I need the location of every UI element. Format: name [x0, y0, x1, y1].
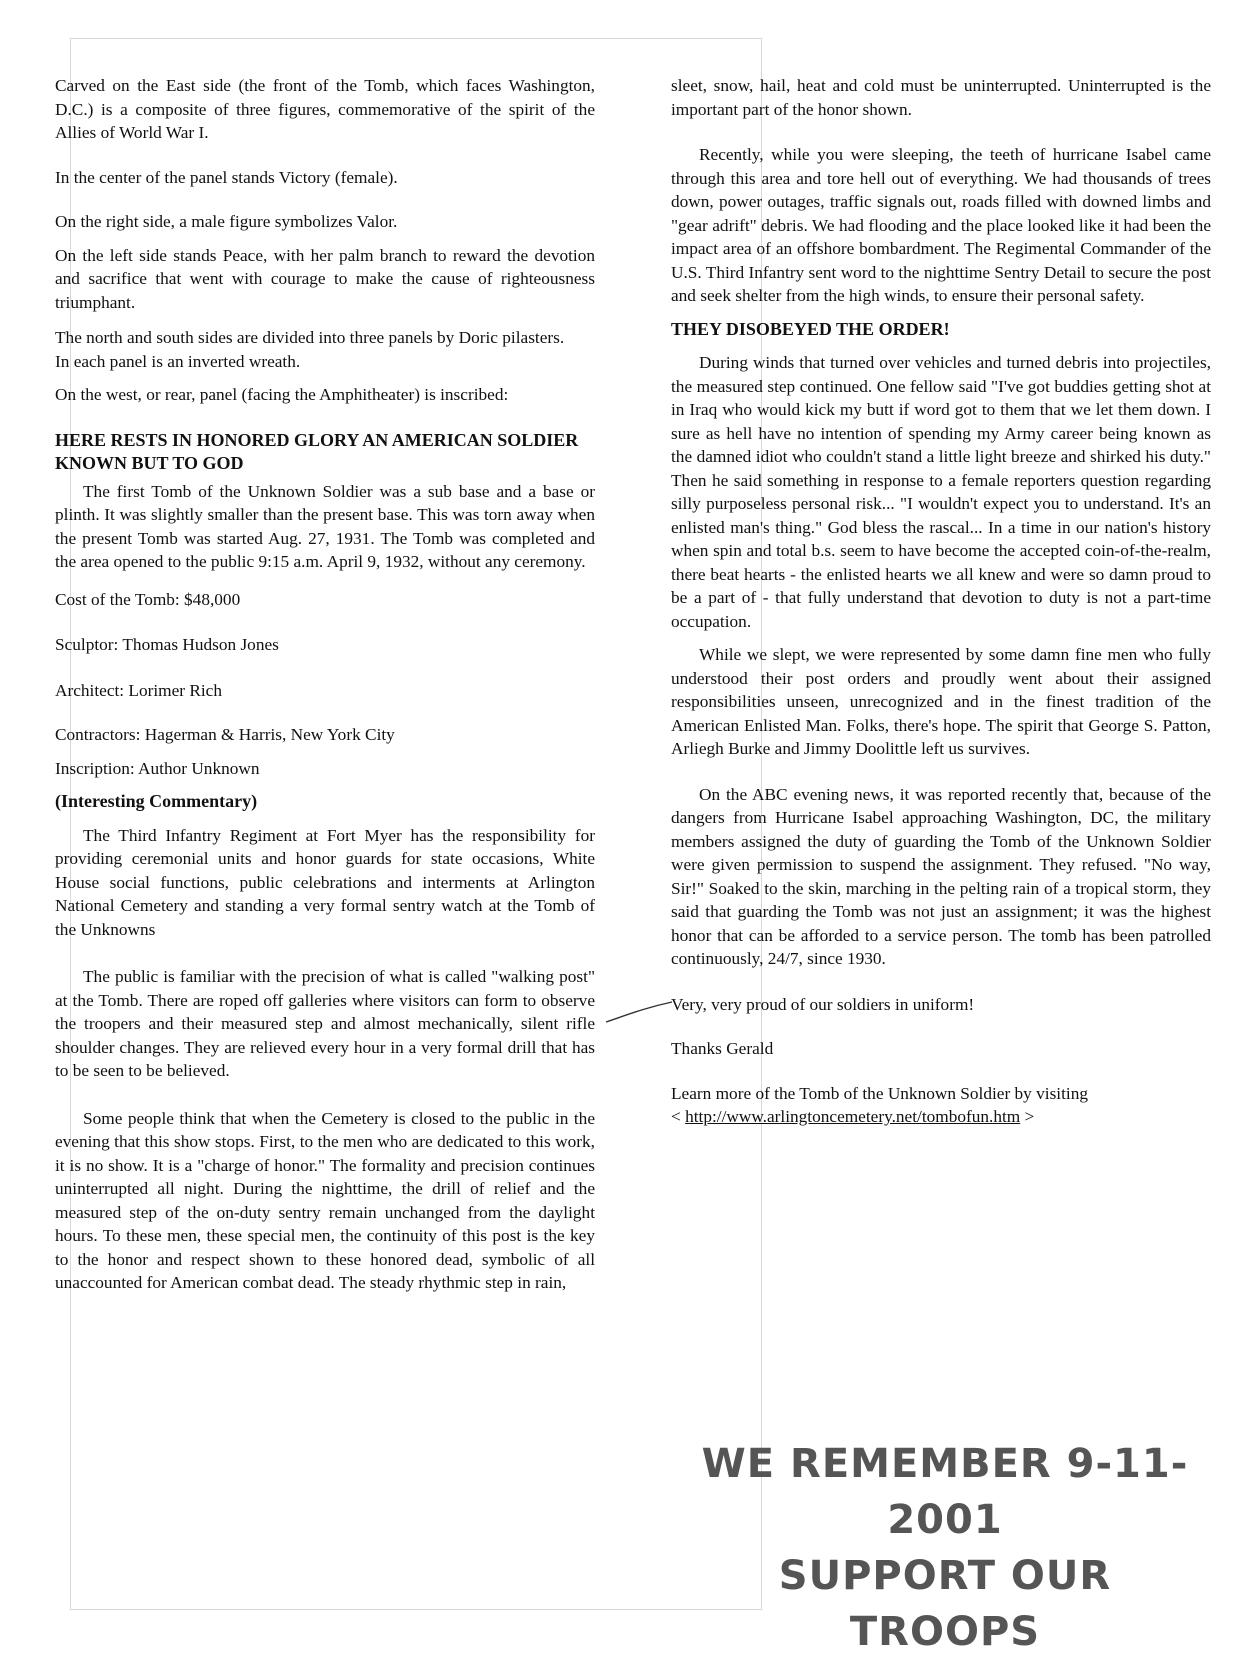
closing-line: Very, very proud of our soldiers in uniform!: [671, 994, 975, 1014]
paragraph: On the west, or rear, panel (facing the Amphitheater) is inscribed:: [55, 385, 509, 404]
fact-cost: Cost of the Tomb: $48,000: [55, 589, 241, 609]
link-bracket-open: <: [671, 1107, 686, 1126]
left-column: [55, 74, 595, 1295]
paragraph: On the left side stands Peace, with her palm branch to reward the devotion and sacrifice that went with courage to make the cause of righteousness triumphant.: [55, 245, 595, 312]
paragraph: On the ABC evening news, it was reported recently that, because of the dangers from Hurricane Isabel approaching Washington, DC, the military members assigned the duty of guarding the Tomb of the Unknown Soldier were given permission to suspend the assignment. They refused. "No way, Sir!" Soaked to the skin, marching in the pelting rain of a tropical storm, they said that guarding the Tomb was not just an assignment; it was the highest honor that can be afforded to a service person. The tomb has been patrolled continuously, 24/7, since 1930.: [671, 784, 1211, 968]
paragraph: The north and south sides are divided into three panels by Doric pilasters.: [55, 328, 565, 347]
tomb-info-link[interactable]: http://www.arlingtoncemetery.net/tombofun.htm: [685, 1107, 1021, 1126]
paragraph: The first Tomb of the Unknown Soldier was a sub base and a base or plinth. It was slightly smaller than the present base. This was torn away when the present Tomb was started Aug. 27, 1931. The Tomb was completed and the area opened to the public 9:15 a.m. April 9, 1932, without any ceremony.: [55, 481, 595, 571]
paragraph: While we slept, we were represented by some damn fine men who fully understood their post orders and proudly went about their assigned responsibilities unseen, unrecognized and in the finest tradition of the American Enlisted Man. Folks, there's hope. The spirit that George S. Patton, Arliegh Burke and Jimmy Doolittle left us survives.: [671, 645, 1211, 758]
paragraph: The public is familiar with the precision of what is called "walking post" at the Tomb. There are roped off galleries where visitors can form to observe the troopers and their measured step and almost mechanically, silent rifle shoulder changes. They are relieved every hour in a very formal drill that has to be seen to be believed.: [55, 967, 595, 1080]
fact-contractors: Contractors: Hagerman & Harris, New York City: [55, 725, 395, 744]
section-heading: HERE RESTS IN HONORED GLORY AN AMERICAN SOLDIER KNOWN BUT TO GOD: [55, 429, 579, 473]
link-bracket-close: >: [1020, 1107, 1035, 1126]
paragraph: sleet, snow, hail, heat and cold must be uninterrupted. Uninterrupted is the important part of the honor shown.: [671, 76, 1211, 119]
paragraph: Recently, while you were sleeping, the teeth of hurricane Isabel came through this area and tore hell out of everything. We had thousands of trees down, power outages, traffic signals out, roads filled with downed limbs and "gear adrift" debris. We had flooding and the place looked like it had been the impact area of an offshore bombardment. The Regimental Commander of the U.S. Third Infantry sent word to the nighttime Sentry Detail to secure the post and seek shelter from the high winds, to ensure their personal safety.: [671, 145, 1211, 305]
commentary-heading: (Interesting Commentary): [55, 791, 258, 811]
remembrance-banner: [680, 1436, 1210, 1660]
paragraph: In each panel is an inverted wreath.: [55, 351, 301, 371]
fact-architect: Architect: Lorimer Rich: [55, 680, 222, 700]
right-column: [671, 74, 1211, 1129]
paragraph: The Third Infantry Regiment at Fort Myer has the responsibility for providing ceremonial units and honor guards for state occasions, White House social functions, public celebrations and interments at Arlington National Cemetery and standing a very formal sentry watch at the Tomb of the Unknowns: [55, 825, 595, 939]
signoff: Thanks Gerald: [671, 1039, 774, 1058]
paragraph: During winds that turned over vehicles and turned debris into projectiles, the measured step continued. One fellow said "I've got buddies getting shot at in Iraq who would kick my butt if word got to them that we let them down. I sure as hell have no intention of spending my Army career being known as the damned idiot who couldn't stand a little light breeze and shirked his duty." Then he said something in response to a female reporters question regarding silly purposeless personal risk... "I wouldn't expect you to understand. It's an enlisted man's thing." God bless the rascal... In a time in our nation's history when spin and total b.s. seem to have become the accepted coin-of-the-realm, there beat hearts - the enlisted hearts we all knew and were so damn proud to be a part of - that fully understand that devotion to duty is not a part-time occupation.: [671, 353, 1211, 631]
fact-sculptor: Sculptor: Thomas Hudson Jones: [55, 635, 279, 654]
paragraph: On the right side, a male figure symbolizes Valor.: [55, 212, 398, 231]
learn-more-text: Learn more of the Tomb of the Unknown Soldier by visiting: [671, 1083, 1088, 1103]
pen-mark-decoration: [604, 1000, 674, 1024]
fact-inscription: Inscription: Author Unknown: [55, 758, 260, 778]
paragraph: Some people think that when the Cemetery is closed to the public in the evening that this show stops. First, to the men who are dedicated to this work, it is no show. It is a "charge of honor." The formality and precision continues uninterrupted all night. During the nighttime, the drill of relief and the measured step of the on-duty sentry remain unchanged from the daylight hours. To these men, these special men, the continuity of this post is the key to the honor and respect shown to these honored dead, symbolic of all unaccounted for American combat dead. The steady rhythmic step in rain,: [55, 1108, 595, 1292]
paragraph: In the center of the panel stands Victory (female).: [55, 167, 398, 187]
banner-line-1: WE REMEMBER 9-11-2001: [701, 1441, 1189, 1543]
link-line: [671, 1105, 1211, 1129]
section-heading: THEY DISOBEYED THE ORDER!: [671, 318, 950, 339]
paragraph: Carved on the East side (the front of the Tomb, which faces Washington, D.C.) is a composite of three figures, commemorative of the spirit of the Allies of World War I.: [55, 76, 595, 142]
banner-line-2: SUPPORT OUR TROOPS: [778, 1553, 1112, 1655]
